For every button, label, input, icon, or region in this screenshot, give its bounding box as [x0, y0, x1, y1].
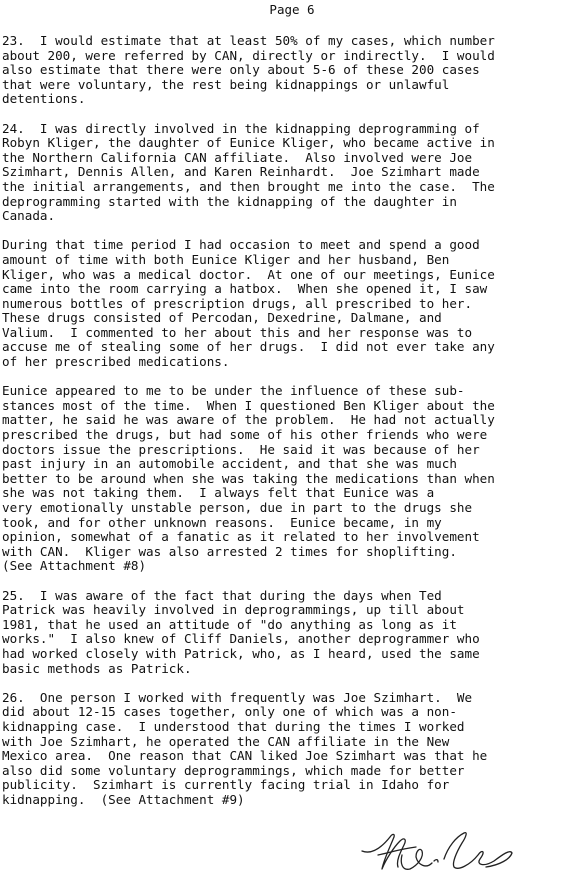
text-line: the initial arrangements, and then brought me into the case. The — [2, 178, 495, 194]
text-line: Canada. — [2, 208, 56, 224]
paragraph — [2, 691, 580, 808]
text-line: with CAN. Kliger was also arrested 2 times for shoplifting. — [2, 543, 457, 559]
text-line: about 200, were referred by CAN, directly or indirectly. I would — [2, 47, 495, 63]
page-number: Page 6 — [269, 2, 315, 17]
text-line: numerous bottles of prescription drugs, all prescribed to her. — [2, 295, 473, 311]
text-line: better to be around when she was taking the medications than when — [2, 470, 495, 486]
text-line: These drugs consisted of Percodan, Dexedrine, Dalmane, and — [2, 310, 442, 326]
text-line: kidnapping. (See Attachment #9) — [2, 791, 245, 807]
text-line: basic methods as Patrick. — [2, 660, 192, 676]
text-line: 24. I was directly involved in the kidnapping deprogramming of — [2, 120, 480, 136]
text-line: Valium. I commented to her about this and her response was to — [2, 324, 473, 340]
text-line: (See Attachment #8) — [2, 558, 147, 574]
text-line: stances most of the time. When I questioned Ben Kliger about the — [2, 397, 495, 413]
text-line: she was not taking them. I always felt that Eunice was a — [2, 485, 435, 501]
text-line: 1981, that he used an attitude of "do anything as long as it — [2, 616, 457, 632]
paragraph — [2, 34, 580, 107]
paragraph — [2, 122, 580, 224]
text-line: prescribed the drugs, but had some of his other friends who were — [2, 427, 488, 443]
paragraph — [2, 384, 580, 574]
text-line: of her prescribed medications. — [2, 354, 230, 370]
text-line: the Northern California CAN affiliate. Also involved were Joe — [2, 149, 473, 165]
text-line: Kliger, who was a medical doctor. At one of our meetings, Eunice — [2, 266, 495, 282]
text-line: opinion, somewhat of a fanatic as it related to her involvement — [2, 529, 480, 545]
text-line: works." I also knew of Cliff Daniels, another deprogrammer who — [2, 631, 480, 647]
text-line: came into the room carrying a hatbox. When she opened it, I saw — [2, 281, 488, 297]
text-line: deprogramming started with the kidnapping of the daughter in — [2, 193, 457, 209]
text-line: amount of time with both Eunice Kliger and her husband, Ben — [2, 251, 450, 267]
text-line: Mexico area. One reason that CAN liked Joe Szimhart was that he — [2, 748, 488, 764]
text-line: Robyn Kliger, the daughter of Eunice Kliger, who became active in — [2, 135, 495, 151]
text-line: also did some voluntary deprogrammings, which made for better — [2, 762, 465, 778]
text-line: Szimhart, Dennis Allen, and Karen Reinhardt. Joe Szimhart made — [2, 164, 480, 180]
text-line: doctors issue the prescriptions. He said it was because of her — [2, 441, 480, 457]
text-line: very emotionally unstable person, due in part to the drugs she — [2, 500, 473, 515]
text-line: with Joe Szimhart, he operated the CAN affiliate in the New — [2, 733, 450, 749]
text-line: did about 12-15 cases together, only one of which was a non- — [2, 704, 457, 720]
text-line: that were voluntary, the rest being kidnappings or unlawful — [2, 76, 450, 92]
text-line: 23. I would estimate that at least 50% of my cases, which number — [2, 33, 495, 48]
text-line: detentions. — [2, 91, 86, 107]
text-line: also estimate that there were only about 5-6 of these 200 cases — [2, 62, 480, 78]
text-line: had worked closely with Patrick, who, as I heard, used the same — [2, 645, 480, 661]
text-line: took, and for other unknown reasons. Eunice became, in my — [2, 514, 442, 530]
text-line: During that time period I had occasion to meet and spend a good — [2, 237, 480, 253]
text-line: publicity. Szimhart is currently facing trial in Idaho for — [2, 777, 450, 793]
document-body — [2, 34, 580, 822]
text-line: Patrick was heavily involved in deprogrammings, up till about — [2, 602, 465, 618]
paragraph — [2, 589, 580, 677]
text-line: kidnapping case. I understood that during the times I worked — [2, 718, 465, 734]
text-line: 25. I was aware of the fact that during the days when Ted — [2, 587, 442, 603]
text-line: 26. One person I worked with frequently was Joe Szimhart. We — [2, 689, 473, 705]
text-line: past injury in an automobile accident, and that she was much — [2, 456, 457, 472]
text-line: Eunice appeared to me to be under the influence of these sub- — [2, 383, 465, 399]
paragraph — [2, 238, 580, 369]
signature-initials — [360, 825, 520, 875]
text-line: matter, he said he was aware of the problem. He had not actually — [2, 412, 495, 428]
text-line: accuse me of stealing some of her drugs. I did not ever take any — [2, 339, 495, 355]
